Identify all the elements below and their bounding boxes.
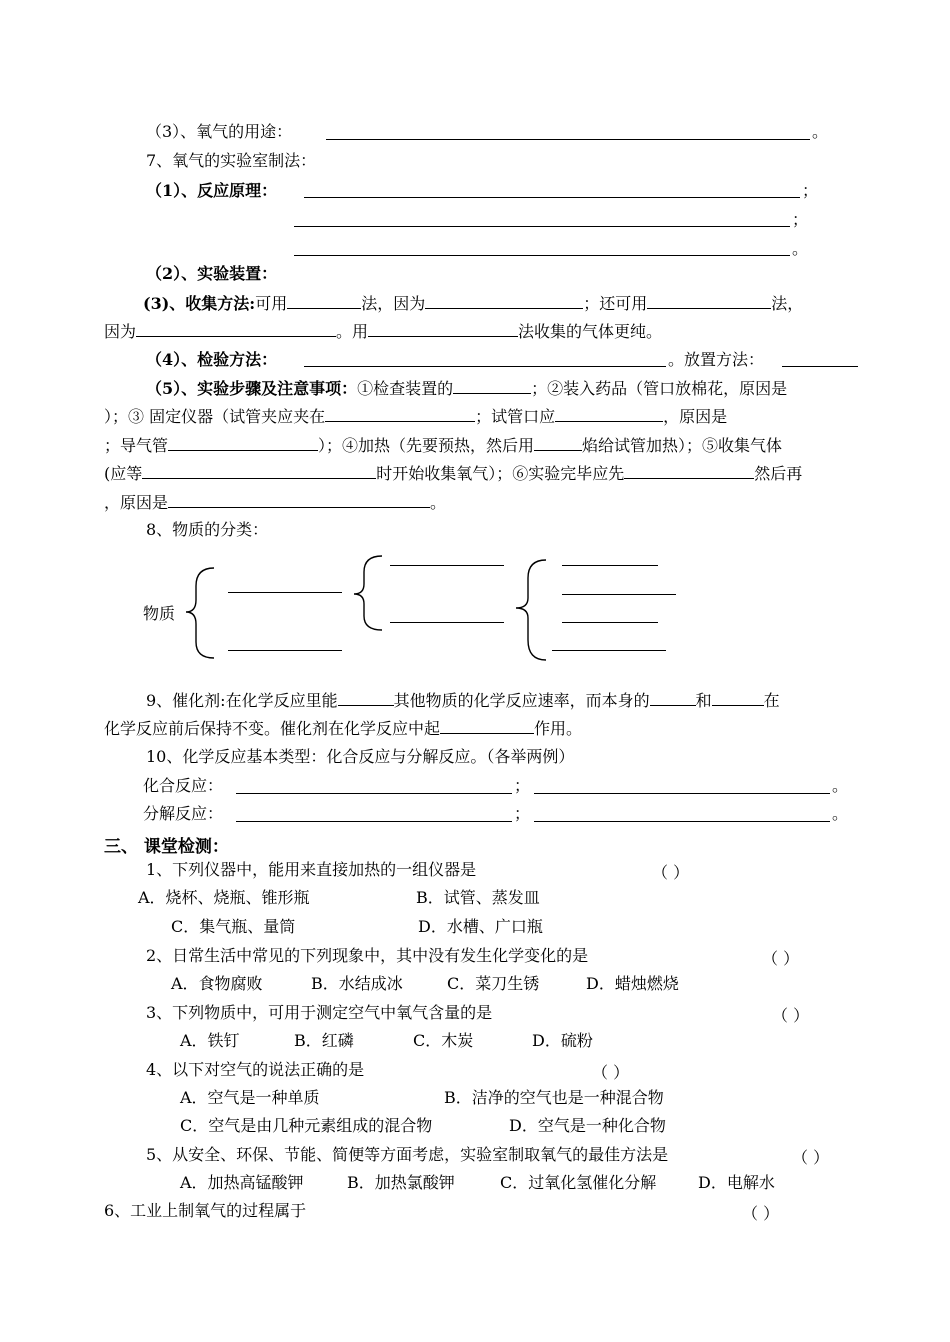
answer-paren[interactable]: （ ）: [772, 1006, 810, 1025]
q7-2-label: （2）、实验装置：: [146, 264, 278, 283]
q8-root-label: 物质: [143, 604, 176, 623]
q7-5-label: （5）、实验步骤及注意事项：: [146, 379, 358, 398]
answer-blank[interactable]: [338, 690, 394, 706]
brace-3: [516, 560, 546, 660]
option[interactable]: A．铁钉: [180, 1031, 240, 1050]
question-stem: 4、以下对空气的说法正确的是: [146, 1060, 365, 1079]
answer-blank[interactable]: [552, 650, 666, 651]
option[interactable]: A．空气是一种单质: [180, 1088, 320, 1107]
option[interactable]: B．洁净的空气也是一种混合物: [444, 1088, 664, 1107]
brace-2: [354, 556, 382, 630]
q9-line2: [104, 718, 582, 739]
answer-blank[interactable]: [650, 690, 696, 706]
q7-1-end2: ；: [792, 210, 809, 229]
option[interactable]: C．木炭: [413, 1031, 474, 1050]
answer-paren[interactable]: （ ）: [792, 1148, 830, 1167]
q7-1-end3: 。: [792, 239, 809, 258]
q7-4-text: 。放置方法：: [668, 350, 765, 369]
text: 然后再: [754, 464, 803, 483]
option[interactable]: D．硫粉: [532, 1031, 593, 1050]
text: (应等: [104, 464, 143, 483]
option[interactable]: D．水槽、广口瓶: [418, 917, 543, 936]
answer-blank[interactable]: [562, 622, 658, 623]
text: 作用。: [534, 719, 583, 738]
answer-blank[interactable]: [534, 793, 830, 794]
option[interactable]: C．菜刀生锈: [447, 974, 540, 993]
option[interactable]: D．蜡烛燃烧: [586, 974, 679, 993]
option[interactable]: C．集气瓶、量筒: [171, 917, 296, 936]
q10-end: 。: [832, 804, 849, 823]
question-stem: 6、工业上制氧气的过程属于: [104, 1201, 307, 1220]
option[interactable]: B．水结成冰: [311, 974, 403, 993]
answer-blank[interactable]: [390, 622, 504, 623]
text: 因为: [104, 322, 137, 341]
text: ；②装入药品（管口放棉花，原因是: [531, 379, 788, 398]
answer-paren[interactable]: （ ）: [652, 863, 690, 882]
q7-3-collect-label: (3)、收集方法:: [143, 294, 256, 313]
question-stem: 5、从安全、环保、节能、简便等方面考虑，实验室制取氧气的最佳方法是: [146, 1145, 669, 1164]
text: 可用: [255, 294, 288, 313]
answer-paren[interactable]: （ ）: [742, 1204, 780, 1223]
q10-title: 10、化学反应基本类型：化合反应与分解反应。（各举两例）: [146, 747, 575, 766]
q7-title: 7、氧气的实验室制法：: [146, 151, 317, 170]
text: 9、催化剂:在化学反应里能: [146, 691, 338, 710]
q10-semi: ；: [514, 804, 531, 823]
q10-combo-label: 化合反应：: [143, 776, 224, 795]
brace-1: [186, 568, 214, 658]
option[interactable]: B．试管、蒸发皿: [416, 888, 540, 907]
answer-blank[interactable]: [390, 565, 504, 566]
q7-1-label: （1）、反应原理：: [146, 181, 278, 200]
q7-3-end: 。: [812, 122, 829, 141]
answer-paren[interactable]: （ ）: [762, 949, 800, 968]
answer-paren[interactable]: （ ）: [592, 1063, 630, 1082]
answer-blank[interactable]: [562, 594, 676, 595]
text: ；还可用: [583, 294, 648, 313]
option[interactable]: B．红磷: [294, 1031, 354, 1050]
question-stem: 1、下列仪器中，能用来直接加热的一组仪器是: [146, 860, 477, 879]
text: ；试管口应: [475, 407, 556, 426]
text: ，原因是: [663, 407, 728, 426]
text: ）；③ 固定仪器（试管夹应夹在: [104, 407, 326, 426]
question-stem: 2、日常生活中常见的下列现象中，其中没有发生化学变化的是: [146, 946, 589, 965]
text: 焰给试管加热）；⑤收集气体: [582, 436, 783, 455]
text: 。用: [336, 322, 369, 341]
section-heading: 三、 课堂检测：: [104, 837, 229, 857]
option[interactable]: D．电解水: [698, 1173, 775, 1192]
answer-blank[interactable]: [712, 690, 764, 706]
q10-decomp-label: 分解反应：: [143, 804, 224, 823]
option[interactable]: A．加热高锰酸钾: [180, 1173, 304, 1192]
answer-blank[interactable]: [440, 718, 534, 734]
answer-blank[interactable]: [228, 592, 342, 593]
option[interactable]: A．烧杯、烧瓶、锥形瓶: [138, 888, 310, 907]
q10-semi: ；: [514, 776, 531, 795]
text: 在: [763, 691, 780, 710]
text: ，原因是: [104, 493, 169, 512]
answer-blank[interactable]: [228, 650, 342, 651]
answer-blank[interactable]: [236, 793, 512, 794]
option[interactable]: C．空气是由几种元素组成的混合物: [180, 1116, 433, 1135]
q9-line1: [146, 690, 780, 711]
text: ）；④加热（先要预热，然后用: [318, 436, 535, 455]
question-stem: 3、下列物质中，可用于测定空气中氧气含量的是: [146, 1003, 493, 1022]
text: 化学反应前后保持不变。催化剂在化学反应中起: [104, 719, 441, 738]
text: 其他物质的化学反应速率，而本身的: [393, 691, 650, 710]
q7-3-label: （3）、氧气的用途：: [146, 122, 293, 141]
option[interactable]: D．空气是一种化合物: [509, 1116, 666, 1135]
answer-blank[interactable]: [534, 821, 830, 822]
option[interactable]: C．过氧化氢催化分解: [500, 1173, 657, 1192]
q10-end: 。: [832, 776, 849, 795]
answer-blank[interactable]: [236, 821, 512, 822]
q7-1-end1: ；: [802, 181, 819, 200]
option[interactable]: A．食物腐败: [171, 974, 263, 993]
text: 法收集的气体更纯。: [518, 322, 663, 341]
answer-blank[interactable]: [562, 565, 658, 566]
q8-title: 8、物质的分类：: [146, 520, 269, 539]
text: 。: [430, 493, 447, 512]
text: 时开始收集氧气）；⑥实验完毕应先: [376, 464, 625, 483]
text: ；导气管: [104, 436, 169, 455]
text: ①检查装置的: [357, 379, 454, 398]
text: 法，: [771, 294, 804, 313]
text: 法，因为: [361, 294, 426, 313]
option[interactable]: B．加热氯酸钾: [347, 1173, 455, 1192]
q7-4-label: （4）、检验方法：: [146, 350, 278, 369]
text: 和: [695, 691, 712, 710]
